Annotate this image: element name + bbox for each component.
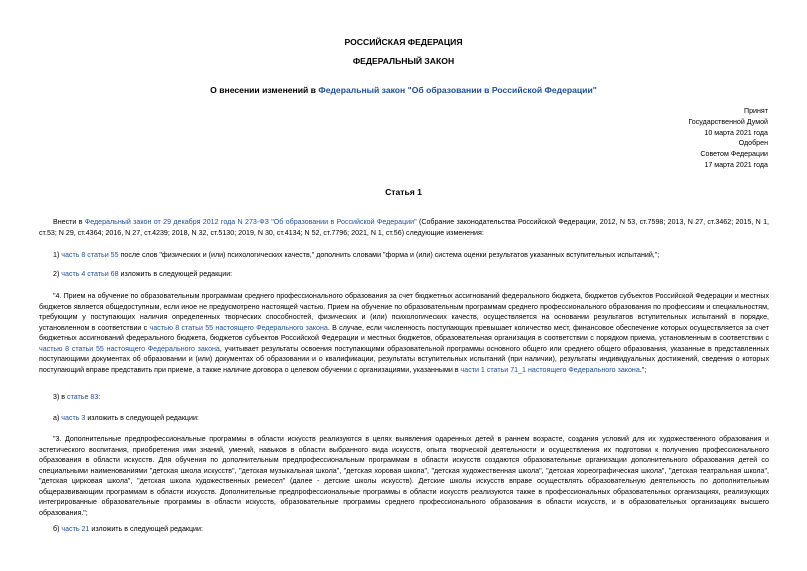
adopted-by: Государственной Думой [688,117,768,126]
intro-pre: Внести в [53,218,85,226]
approved-label: Одобрен [738,139,768,148]
item-3b [39,524,769,535]
quote1-text-4: ."; [639,365,647,374]
quote-part-4 [39,291,769,375]
item-3-link[interactable]: статье 83 [67,393,99,401]
item-3b-text: изложить в следующей редакции: [89,525,203,533]
approved-by: Советом Федерации [700,150,768,159]
intro-post: (Собрание законодательства Российской Федерации, 2012, N 53, ст.7598; 2013, N 27, ст.3462; 2015, N 1, ст.53; N 29, ст.4364; 2016, N 27, ст.4239; 2018, N 32, ст.5130; 2019, N 30, ст.4134; N 52, ст.7796; 2021, N 1, ст.56) следующие изменения: [39,218,769,237]
item-3b-number: б) [53,525,62,533]
law-type-heading: ФЕДЕРАЛЬНЫЙ ЗАКОН [352,56,455,66]
item-3b-link[interactable]: часть 21 [61,525,90,533]
item-3a [39,413,769,424]
item-2 [39,269,769,280]
approved-date: 17 марта 2021 года [704,160,768,169]
item-2-link[interactable]: часть 4 статьи 68 [61,270,119,278]
quote1-link-3[interactable]: части 1 статьи 71_1 настоящего Федерального закона [460,365,640,374]
quote1-link-1[interactable]: частью 8 статьи 55 настоящего Федерального закона [149,323,328,332]
item-1-link[interactable]: часть 8 статьи 55 [61,251,119,259]
article-heading: Статья 1 [385,187,422,197]
item-2-text: изложить в следующей редакции: [118,270,233,278]
item-3a-number: а) [53,414,62,422]
quote-part-3: "3. Дополнительные предпрофессиональные программы в области искусств реализуются в целях выявления одаренных детей в раннем возрасте, создания условий для их художественного образования и эстетического воспитания, приобретения ими знаний, умений, навыков в области выбранного вида искусств, опыта творческой деятельности и осуществления их подготовки к получению профессионального образования в области искусств. Для обучения по дополнительным предпрофессиональным программам в области искусств создаются образовательные организации дополнительного образования детей со специальными наименованиями "детская школа искусств", "детская музыкальная школа", "детская хоровая школа", "детская художественная школа", "детская хореографическая школа", "детская театральная школа", "детская цирковая школа", "детская школа художественных ремесел" (далее - детские школы искусств). Детские школы искусств вправе осуществлять образовательную деятельность по дополнительным общеразвивающим программам в области искусств. Дополнительные предпрофессиональные программы в области искусств реализуются также в профессиональных образовательных организациях, реализующих интегрированные образовательные программы в области искусств, образовательные программы среднего профессионального образования в области искусств, и в образовательных организациях высшего образования."; [39,435,769,517]
law-title [0,85,807,96]
adopted-label: Принят [743,107,768,115]
law-reference-link[interactable]: Федеральный закон от 29 декабря 2012 года N 273-ФЗ "Об образовании в Российской Федерации" [84,218,417,226]
law-title-link[interactable]: Федеральный закон "Об образовании в Российской Федерации" [318,85,597,95]
item-3a-text: изложить в следующей редакции: [85,414,199,422]
quote1-link-2[interactable]: частью 8 статьи 55 настоящего Федерального закона [39,344,220,353]
item-1-number: 1) [53,251,62,259]
item-1-text: после слов "физических и (или) психологических качеств," дополнить словами "форма и (или) система оценки результатов указанных вступительных испытаний,"; [118,251,660,259]
adopted-date: 10 марта 2021 года [704,128,768,137]
adoption-block [688,106,768,171]
item-3a-link[interactable]: часть 3 [61,414,86,422]
quote1-text-1: "4. Прием на обучение по образовательным программам среднего профессионального образования за счет бюджетных ассигнований федерального бюджета, бюджетов субъектов Российской Федерации и местных бюджетов является общедоступным, если иное не предусмотрено настоящей частью. Прием на обучение по образовательным программам среднего профессионального образования по профессиям и специальностям, требующим у поступающих наличия определенных творческих способностей, физических и (или) психологических качеств, осуществляется на основании результатов вступительных испытаний в порядке, установленном в соответствии с [39,292,769,332]
item-3-text: : [98,393,101,401]
quote1-text-2: . В случае, если численность поступающих превышает количество мест, финансовое обеспечение которых осуществляется за счет бюджетных ассигнований федерального бюджета, бюджетов субъектов Российской Федерации и местных бюджетов, образовательная организация в соответствии с порядком приема, установленным в соответствии с [39,323,769,342]
intro-paragraph [39,217,769,238]
item-3-number: 3) в [53,393,68,401]
item-2-number: 2) [53,270,62,278]
law-title-prefix: О внесении изменений в [210,85,319,95]
item-1 [39,250,769,261]
item-3 [39,392,769,403]
quote1-text-3: , учитывает результаты освоения поступающими образовательной программы основного общего или среднего общего образования, указанные в представленных поступающими документах об образовании и (или) документах об образовании и о квалификации, результаты вступительных испытаний (при наличии), результаты индивидуальных достижений, сведения о которых поступающий вправе представить при приеме, а также наличие договора о целевом обучении с организациями, указанными в [39,344,769,374]
country-heading: РОССИЙСКАЯ ФЕДЕРАЦИЯ [344,37,463,47]
